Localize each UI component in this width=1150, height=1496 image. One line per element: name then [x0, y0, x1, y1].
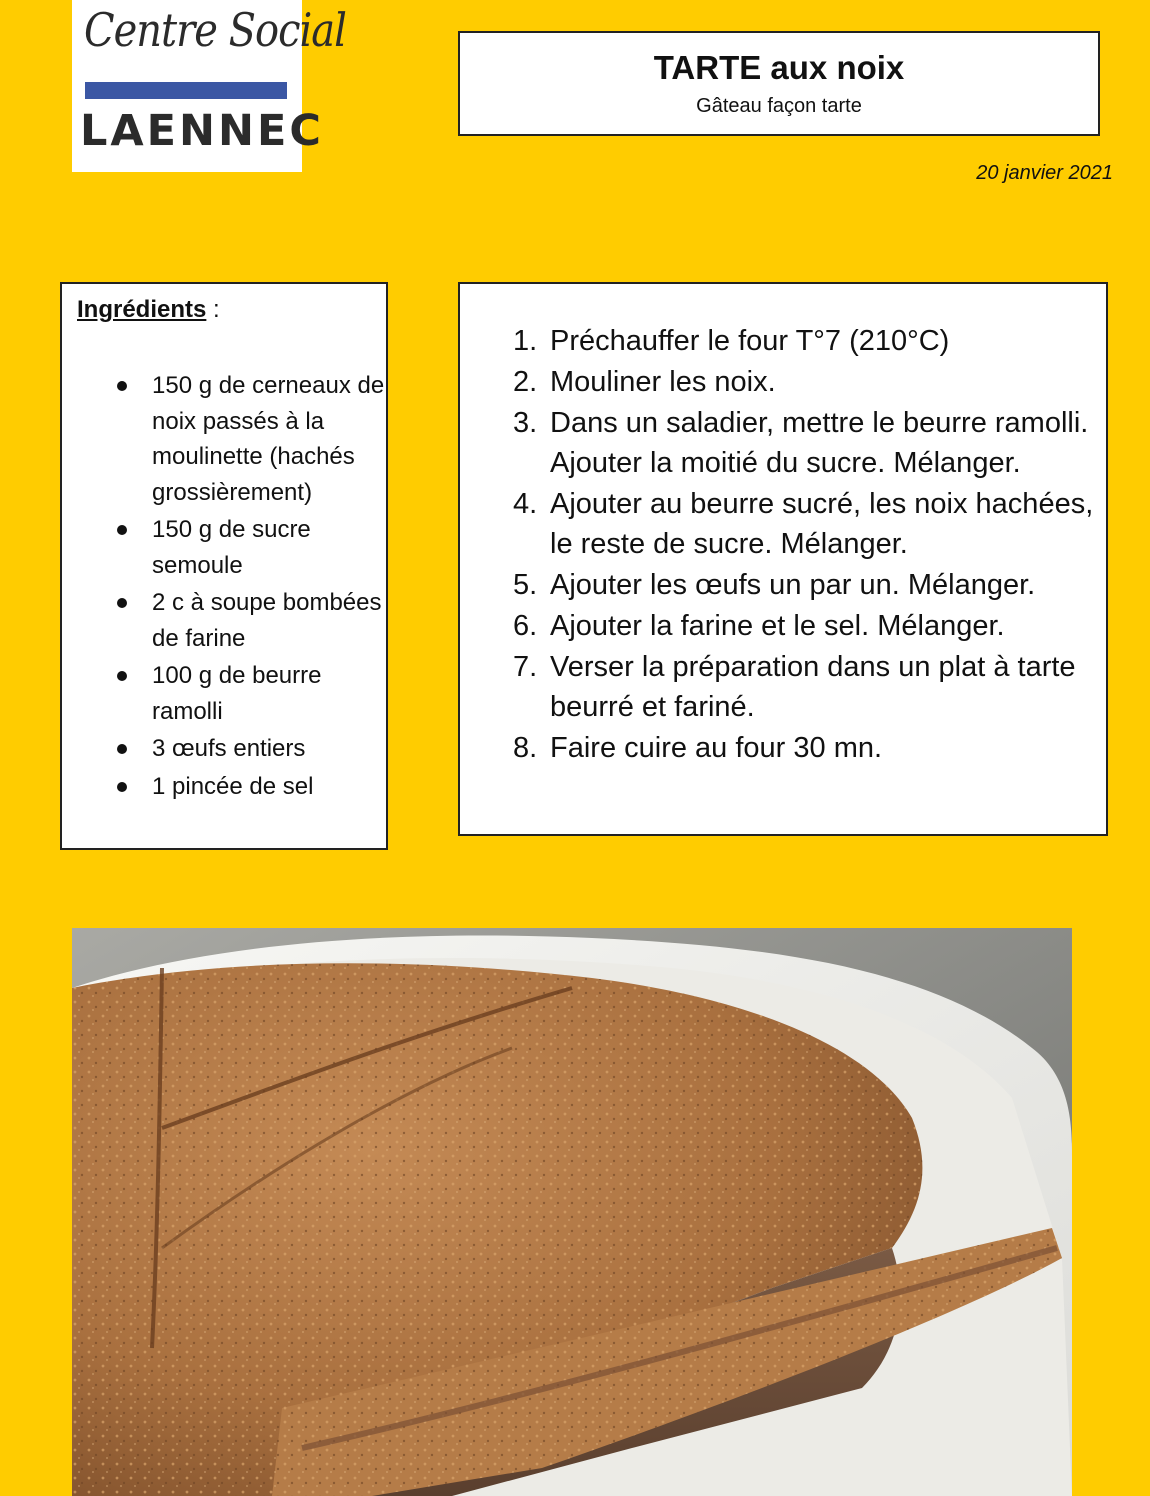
step-item [510, 606, 1110, 646]
tart-illustration [72, 928, 1072, 1496]
step-text: Mouliner les noix. [550, 366, 776, 398]
ingredient-text: 150 g de cerneaux de noix passés à la moulinette (hachés grossièrement) [152, 372, 385, 506]
ingredient-text: 100 g de beurre ramolli [152, 662, 322, 725]
ingredient-text: 3 œufs entiers [152, 735, 306, 762]
ingredients-box [60, 282, 388, 850]
step-item [510, 403, 1110, 483]
step-item [510, 484, 1110, 564]
step-item [510, 728, 1110, 768]
bullet-icon [117, 598, 127, 608]
step-item [510, 647, 1110, 727]
step-number: 3. [513, 407, 538, 439]
step-number: 7. [513, 651, 538, 683]
ingredient-text: 150 g de sucre semoule [152, 516, 311, 579]
title-box [458, 31, 1100, 136]
ingredient-item [76, 731, 388, 767]
ingredient-item [76, 512, 388, 583]
ingredient-item [76, 658, 388, 729]
ingredient-item [76, 368, 388, 510]
recipe-title: TARTE aux noix [653, 49, 905, 86]
walnut-tart-photo [72, 928, 1072, 1496]
step-text: Ajouter la farine et le sel. Mélanger. [550, 610, 1005, 642]
ingredient-item [76, 585, 388, 656]
step-text: Ajouter au beurre sucré, les noix hachées, le reste de sucre. Mélanger. [550, 488, 1094, 560]
logo-script-text: Centre Social [84, 4, 346, 58]
recipe-date: 20 janvier 2021 [976, 162, 1113, 184]
recipe-subtitle: Gâteau façon tarte [696, 95, 862, 117]
ingredient-text: 2 c à soupe bombées de farine [152, 589, 382, 652]
step-number: 4. [513, 488, 538, 520]
ingredients-heading [77, 296, 220, 324]
steps-list [510, 321, 1110, 769]
step-number: 2. [513, 366, 538, 398]
bullet-icon [117, 525, 127, 535]
ingredients-heading-label: Ingrédients [77, 296, 207, 323]
logo-bar [85, 82, 287, 99]
step-item [510, 362, 1110, 402]
bullet-icon [117, 381, 127, 391]
step-item [510, 565, 1110, 605]
step-item [510, 321, 1110, 361]
step-text: Préchauffer le four T°7 (210°C) [550, 325, 950, 357]
logo [72, 0, 346, 172]
steps-box [458, 282, 1108, 836]
step-number: 5. [513, 569, 538, 601]
step-number: 8. [513, 732, 538, 764]
bullet-icon [117, 782, 127, 792]
ingredient-item [76, 769, 388, 805]
step-number: 1. [513, 325, 538, 357]
ingredients-heading-colon: : [206, 296, 220, 323]
bullet-icon [117, 744, 127, 754]
logo-wordmark: LAENNEC [80, 106, 324, 156]
step-text: Dans un saladier, mettre le beurre ramolli. Ajouter la moitié du sucre. Mélanger. [550, 407, 1089, 479]
ingredient-text: 1 pincée de sel [152, 772, 314, 800]
ingredients-list [76, 368, 388, 806]
step-number: 6. [513, 610, 538, 642]
step-text: Faire cuire au four 30 mn. [550, 732, 883, 764]
step-text: Ajouter les œufs un par un. Mélanger. [550, 569, 1036, 601]
bullet-icon [117, 671, 127, 681]
step-text: Verser la préparation dans un plat à tarte beurré et fariné. [550, 651, 1076, 723]
